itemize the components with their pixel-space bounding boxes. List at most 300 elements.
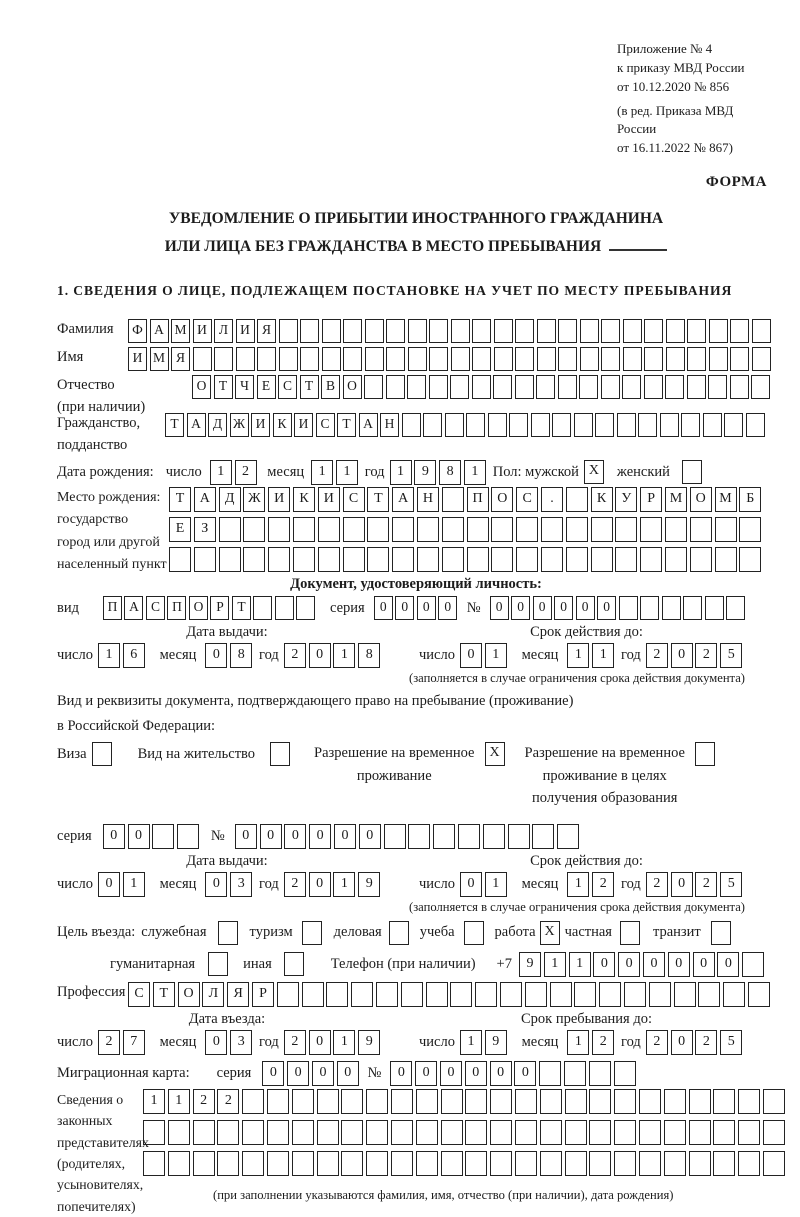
- char-cell: 0: [128, 824, 150, 849]
- char-cell: 1: [485, 643, 507, 668]
- char-cell: [662, 596, 681, 620]
- char-cell: [665, 517, 687, 542]
- char-cell: 0: [533, 596, 552, 620]
- char-cell: [723, 982, 745, 1007]
- char-cell: Н: [417, 487, 439, 512]
- residence-series-label: серия: [57, 827, 92, 844]
- char-cell: 0: [309, 643, 331, 668]
- char-cell: 0: [260, 824, 282, 849]
- char-cell: 0: [284, 824, 306, 849]
- char-cell: Ф: [128, 319, 147, 343]
- char-cell: 2: [646, 872, 668, 897]
- residence-expiry-day-label: число: [419, 875, 455, 892]
- patronymic-cells: [192, 375, 773, 399]
- char-cell: 0: [235, 824, 257, 849]
- char-cell: [343, 517, 365, 542]
- residence-issue-month-cells: [205, 872, 255, 897]
- char-cell: Т: [214, 375, 233, 399]
- patronymic-label: Отчество (при наличии): [57, 376, 146, 415]
- char-cell: [515, 347, 534, 371]
- char-cell: 7: [123, 1030, 145, 1055]
- char-cell: [279, 319, 298, 343]
- char-cell: Т: [153, 982, 175, 1007]
- char-cell: [367, 517, 389, 542]
- char-cell: [408, 347, 427, 371]
- char-cell: [687, 375, 706, 399]
- char-cell: [465, 1089, 487, 1114]
- representatives-cells-block: [143, 1089, 788, 1203]
- char-cell: [193, 1151, 215, 1176]
- char-cell: [317, 1089, 339, 1114]
- char-cell: [242, 1120, 264, 1145]
- char-cell: И: [318, 487, 340, 512]
- appendix-line: к приказу МВД России: [617, 59, 745, 75]
- char-cell: [687, 319, 706, 343]
- char-cell: П: [167, 596, 186, 620]
- char-cell: 1: [592, 643, 614, 668]
- char-cell: [617, 413, 636, 437]
- expiry-day-label: число: [419, 647, 455, 664]
- char-cell: 0: [671, 872, 693, 897]
- purpose-study-label: учеба: [419, 924, 455, 941]
- char-cell: [402, 413, 421, 437]
- char-cell: 5: [720, 872, 742, 897]
- char-cell: 2: [592, 1030, 614, 1055]
- title-blank-line: [609, 237, 667, 251]
- char-cell: [490, 1120, 512, 1145]
- sex-male-checkbox: X: [584, 460, 604, 484]
- char-cell: [467, 517, 489, 542]
- char-cell: [515, 1151, 537, 1176]
- residence-intro-line2: в Российской Федерации:: [57, 718, 216, 735]
- char-cell: [589, 1089, 611, 1114]
- char-cell: [275, 596, 294, 620]
- char-cell: [708, 375, 727, 399]
- char-cell: [690, 517, 712, 542]
- appendix-block: [617, 40, 775, 158]
- char-cell: [442, 547, 464, 572]
- char-cell: [624, 982, 646, 1007]
- char-cell: 0: [671, 1030, 693, 1055]
- char-cell: 0: [417, 596, 436, 620]
- char-cell: 1: [143, 1089, 165, 1114]
- purpose-tourism-label: туризм: [249, 924, 293, 941]
- char-cell: [143, 1151, 165, 1176]
- residence-intro-line1: Вид и реквизиты документа, подтверждающего право на пребывание (проживание): [57, 693, 574, 710]
- citizenship-label: Гражданство, подданство: [57, 415, 141, 454]
- char-cell: [416, 1089, 438, 1114]
- char-cell: [698, 982, 720, 1007]
- entry-month-label: месяц: [159, 1033, 197, 1050]
- char-cell: [441, 1151, 463, 1176]
- char-cell: [326, 982, 348, 1007]
- char-cell: Т: [300, 375, 319, 399]
- char-cell: [748, 982, 770, 1007]
- char-cell: [746, 413, 765, 437]
- char-cell: [391, 1089, 413, 1114]
- char-cell: Я: [171, 347, 190, 371]
- char-cell: 2: [592, 872, 614, 897]
- char-cell: И: [268, 487, 290, 512]
- char-cell: 0: [359, 824, 381, 849]
- char-cell: [296, 596, 315, 620]
- residence-expiry-month-label: месяц: [521, 875, 559, 892]
- surname-label: Фамилия: [57, 320, 114, 337]
- char-cell: [665, 375, 684, 399]
- char-cell: 0: [309, 824, 331, 849]
- purpose-transit-label: транзит: [652, 924, 701, 941]
- stay-year-cells: [646, 1030, 745, 1055]
- identity-doc-heading: Документ, удостоверяющий личность:: [290, 576, 542, 593]
- char-cell: [433, 824, 455, 849]
- char-cell: [525, 982, 547, 1007]
- char-cell: [738, 1089, 760, 1114]
- form-title-line1: УВЕДОМЛЕНИЕ О ПРИБЫТИИ ИНОСТРАННОГО ГРАЖДАНИНА: [168, 210, 664, 228]
- stay-month-label: месяц: [521, 1033, 559, 1050]
- char-cell: 8: [358, 643, 380, 668]
- char-cell: [279, 347, 298, 371]
- char-cell: [219, 517, 241, 542]
- identity-doc-dates: [57, 624, 775, 668]
- char-cell: [472, 319, 491, 343]
- doc-kind-cells: [103, 596, 318, 620]
- char-cell: [579, 375, 598, 399]
- char-cell: 5: [720, 643, 742, 668]
- visa-checkbox: [92, 742, 112, 766]
- char-cell: [490, 1151, 512, 1176]
- purpose-row: [57, 921, 775, 945]
- char-cell: [752, 347, 771, 371]
- char-cell: [713, 1151, 735, 1176]
- char-cell: [541, 517, 563, 542]
- char-cell: 0: [643, 952, 665, 977]
- char-cell: 0: [490, 596, 509, 620]
- char-cell: 0: [717, 952, 739, 977]
- char-cell: 0: [395, 596, 414, 620]
- char-cell: [550, 982, 572, 1007]
- char-cell: [580, 319, 599, 343]
- char-cell: А: [194, 487, 216, 512]
- visa-option: [57, 742, 112, 766]
- char-cell: 2: [235, 460, 257, 485]
- char-cell: [426, 982, 448, 1007]
- expiry-day-cells: [460, 643, 510, 668]
- temp-residence-education-label: Разрешение на временное проживание в целях получения образования: [524, 745, 685, 807]
- char-cell: 0: [593, 952, 615, 977]
- char-cell: 0: [374, 596, 393, 620]
- char-cell: 5: [720, 1030, 742, 1055]
- char-cell: 0: [415, 1061, 437, 1086]
- char-cell: [558, 347, 577, 371]
- char-cell: [715, 547, 737, 572]
- char-cell: Ж: [243, 487, 265, 512]
- birthplace-row: [57, 487, 775, 577]
- char-cell: 9: [358, 872, 380, 897]
- residence-number-cells: [235, 824, 582, 849]
- char-cell: 1: [210, 460, 232, 485]
- temp-residence-education-option: [525, 742, 715, 809]
- char-cell: [619, 596, 638, 620]
- char-cell: [763, 1089, 785, 1114]
- form-title: [57, 205, 775, 261]
- char-cell: [253, 596, 272, 620]
- char-cell: [450, 375, 469, 399]
- char-cell: М: [150, 347, 169, 371]
- char-cell: [614, 1089, 636, 1114]
- char-cell: [386, 319, 405, 343]
- representatives-cells-row3: [143, 1151, 788, 1176]
- char-cell: 1: [168, 1089, 190, 1114]
- char-cell: [416, 1120, 438, 1145]
- char-cell: [490, 1089, 512, 1114]
- char-cell: 0: [205, 872, 227, 897]
- char-cell: [595, 413, 614, 437]
- phone-label: Телефон (при наличии): [330, 955, 476, 972]
- residence-expiry-month-cells: [567, 872, 617, 897]
- char-cell: 2: [284, 872, 306, 897]
- char-cell: [763, 1151, 785, 1176]
- char-cell: 1: [569, 952, 591, 977]
- char-cell: [751, 375, 770, 399]
- char-cell: 1: [390, 460, 412, 485]
- birthplace-cells-row2: [169, 517, 764, 542]
- char-cell: [343, 319, 362, 343]
- char-cell: Т: [232, 596, 251, 620]
- char-cell: [763, 1120, 785, 1145]
- char-cell: О: [491, 487, 513, 512]
- char-cell: [442, 517, 464, 542]
- char-cell: [742, 952, 764, 977]
- char-cell: [558, 375, 577, 399]
- char-cell: А: [124, 596, 143, 620]
- entry-year-cells: [284, 1030, 383, 1055]
- char-cell: 0: [576, 596, 595, 620]
- char-cell: Т: [169, 487, 191, 512]
- char-cell: О: [690, 487, 712, 512]
- char-cell: [429, 375, 448, 399]
- char-cell: В: [321, 375, 340, 399]
- doc-series-label: серия: [329, 599, 365, 616]
- char-cell: [644, 375, 663, 399]
- char-cell: 2: [284, 1030, 306, 1055]
- char-cell: [322, 319, 341, 343]
- char-cell: [540, 1089, 562, 1114]
- char-cell: 1: [311, 460, 333, 485]
- char-cell: [565, 1120, 587, 1145]
- char-cell: 8: [230, 643, 252, 668]
- char-cell: О: [192, 375, 211, 399]
- char-cell: [384, 824, 406, 849]
- firstname-row: [57, 347, 775, 371]
- char-cell: [351, 982, 373, 1007]
- char-cell: [429, 319, 448, 343]
- char-cell: 9: [519, 952, 541, 977]
- char-cell: 2: [217, 1089, 239, 1114]
- migration-card-label: Миграционная карта:: [57, 1064, 190, 1081]
- birthplace-cells-row3: [169, 547, 764, 572]
- char-cell: К: [591, 487, 613, 512]
- char-cell: З: [194, 517, 216, 542]
- char-cell: С: [516, 487, 538, 512]
- sex-female-label: женский: [616, 463, 670, 480]
- char-cell: [591, 547, 613, 572]
- visa-label: Виза: [57, 745, 87, 762]
- temp-residence-label: Разрешение на временное проживание: [314, 745, 475, 784]
- char-cell: [322, 347, 341, 371]
- char-cell: .: [541, 487, 563, 512]
- migration-card-series-label: серия: [216, 1064, 252, 1081]
- char-cell: [531, 413, 550, 437]
- char-cell: [236, 347, 255, 371]
- firstname-cells: [128, 347, 773, 371]
- char-cell: [516, 547, 538, 572]
- char-cell: 0: [390, 1061, 412, 1086]
- char-cell: 0: [460, 643, 482, 668]
- birthdate-year-label: год: [364, 463, 385, 480]
- char-cell: [491, 547, 513, 572]
- char-cell: А: [150, 319, 169, 343]
- char-cell: [509, 413, 528, 437]
- issue-month-label: месяц: [159, 647, 197, 664]
- char-cell: Е: [257, 375, 276, 399]
- char-cell: [467, 547, 489, 572]
- char-cell: 0: [205, 643, 227, 668]
- char-cell: [689, 1151, 711, 1176]
- char-cell: 2: [695, 872, 717, 897]
- char-cell: [589, 1061, 611, 1086]
- char-cell: [475, 982, 497, 1007]
- char-cell: А: [187, 413, 206, 437]
- char-cell: 3: [230, 872, 252, 897]
- char-cell: А: [392, 487, 414, 512]
- char-cell: [292, 1089, 314, 1114]
- char-cell: [640, 547, 662, 572]
- char-cell: [738, 1120, 760, 1145]
- char-cell: С: [128, 982, 150, 1007]
- char-cell: [445, 413, 464, 437]
- char-cell: 0: [103, 824, 125, 849]
- char-cell: [242, 1089, 264, 1114]
- residence-permit-checkbox: [270, 742, 290, 766]
- char-cell: [532, 824, 554, 849]
- char-cell: [536, 375, 555, 399]
- char-cell: [458, 824, 480, 849]
- char-cell: [194, 547, 216, 572]
- entry-day-label: число: [57, 1033, 93, 1050]
- char-cell: 1: [460, 1030, 482, 1055]
- char-cell: [539, 1061, 561, 1086]
- char-cell: [541, 547, 563, 572]
- char-cell: [177, 824, 199, 849]
- migration-card-number-cells: [390, 1061, 638, 1086]
- char-cell: 1: [544, 952, 566, 977]
- char-cell: [566, 487, 588, 512]
- char-cell: [644, 347, 663, 371]
- form-label: ФОРМА: [705, 174, 767, 191]
- char-cell: [540, 1120, 562, 1145]
- char-cell: Т: [337, 413, 356, 437]
- char-cell: [622, 375, 641, 399]
- char-cell: [466, 413, 485, 437]
- char-cell: 0: [465, 1061, 487, 1086]
- char-cell: [639, 1089, 661, 1114]
- residence-expiry-year-cells: [646, 872, 745, 897]
- char-cell: 0: [262, 1061, 284, 1086]
- char-cell: 0: [618, 952, 640, 977]
- profession-row: [57, 982, 775, 1007]
- char-cell: [441, 1089, 463, 1114]
- char-cell: 9: [485, 1030, 507, 1055]
- form-title-line2: ИЛИ ЛИЦА БЕЗ ГРАЖДАНСТВА В МЕСТО ПРЕБЫВАНИЯ: [57, 233, 775, 261]
- char-cell: [601, 375, 620, 399]
- char-cell: [566, 517, 588, 542]
- char-cell: [214, 347, 233, 371]
- char-cell: 2: [646, 643, 668, 668]
- char-cell: [515, 319, 534, 343]
- migration-card-series-cells: [262, 1061, 361, 1086]
- char-cell: [515, 375, 534, 399]
- profession-label: Профессия: [57, 983, 126, 1000]
- purpose-official-checkbox: [218, 921, 238, 945]
- char-cell: [267, 1089, 289, 1114]
- char-cell: [408, 824, 430, 849]
- char-cell: [724, 413, 743, 437]
- char-cell: У: [615, 487, 637, 512]
- char-cell: [366, 1151, 388, 1176]
- char-cell: К: [273, 413, 292, 437]
- purpose-business-label: деловая: [333, 924, 382, 941]
- stay-until-heading: Срок пребывания до:: [521, 1010, 652, 1027]
- residence-permit-option: [138, 742, 290, 766]
- birthdate-month-cells: [311, 460, 361, 485]
- surname-row: [57, 319, 775, 343]
- char-cell: 2: [98, 1030, 120, 1055]
- residence-expiry-year-label: год: [621, 875, 641, 892]
- char-cell: [442, 487, 464, 512]
- purpose-humanitarian-label: гуманитарная: [110, 955, 196, 972]
- char-cell: М: [665, 487, 687, 512]
- char-cell: А: [359, 413, 378, 437]
- surname-cells: [128, 319, 773, 343]
- char-cell: [392, 547, 414, 572]
- char-cell: Я: [257, 319, 276, 343]
- expiry-note: (заполняется в случае ограничения срока действия документа): [409, 671, 745, 686]
- appendix-line: от 10.12.2020 № 856: [617, 78, 730, 94]
- char-cell: [317, 1120, 339, 1145]
- char-cell: [364, 375, 383, 399]
- char-cell: 1: [123, 872, 145, 897]
- char-cell: [726, 596, 745, 620]
- char-cell: 3: [230, 1030, 252, 1055]
- char-cell: [219, 547, 241, 572]
- char-cell: [257, 347, 276, 371]
- char-cell: Б: [739, 487, 761, 512]
- char-cell: [365, 347, 384, 371]
- char-cell: 2: [695, 1030, 717, 1055]
- char-cell: [591, 517, 613, 542]
- section1-heading: 1. СВЕДЕНИЯ О ЛИЦЕ, ПОДЛЕЖАЩЕМ ПОСТАНОВКЕ НА УЧЕТ ПО МЕСТУ ПРЕБЫВАНИЯ: [57, 282, 733, 298]
- expiry-month-cells: [567, 643, 617, 668]
- purpose-transit-checkbox: [711, 921, 731, 945]
- char-cell: [494, 319, 513, 343]
- char-cell: [690, 547, 712, 572]
- char-cell: [168, 1151, 190, 1176]
- purpose-work-checkbox: X: [540, 921, 560, 945]
- edition-line: от 16.11.2022 № 867): [617, 140, 734, 156]
- representatives-row: [57, 1089, 775, 1217]
- char-cell: 0: [438, 596, 457, 620]
- char-cell: [709, 347, 728, 371]
